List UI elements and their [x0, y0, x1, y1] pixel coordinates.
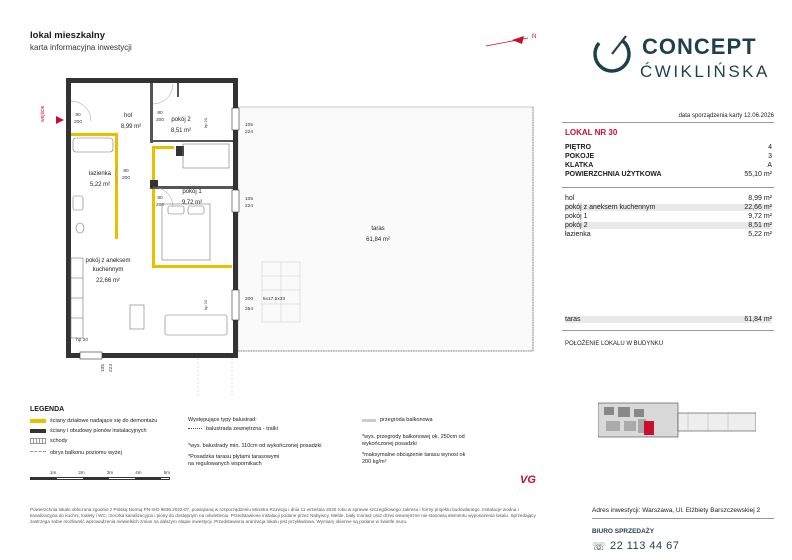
legend-item [30, 428, 147, 434]
door-dim-width: 80 [157, 111, 163, 116]
demountable-walls [71, 133, 232, 268]
phone-icon: ☏ [592, 541, 606, 553]
vg-logo: VG [520, 474, 536, 486]
room-area: 5,22 m² [748, 231, 772, 238]
terrace-area [238, 107, 533, 351]
brand-subname: ĆWIKLIŃSKA [640, 62, 770, 81]
room-row [565, 231, 772, 238]
scale-label: 5m [163, 470, 170, 475]
bathtub [73, 138, 113, 152]
room-kitchen-name1: pokój z aneksem [85, 258, 131, 264]
room-pokoj2-name: pokój 2 [171, 117, 191, 123]
balcony-outline-icon [30, 451, 46, 455]
room-pokoj1-area: 9,72 m² [181, 200, 203, 206]
card-date: data sporządzenia karty 12.06.2026 [678, 113, 774, 119]
legend-item [30, 438, 67, 444]
summary-key: PIĘTRO [565, 144, 592, 151]
highlighted-unit [644, 421, 654, 435]
brand-name: CONCEPT [642, 34, 757, 59]
summary-key: KLATKA [565, 162, 594, 169]
room-area: 22,66 m² [744, 204, 772, 211]
dining-table [130, 305, 144, 329]
internal-walls [150, 83, 233, 189]
legend-label: ściany działowe nadające się do demontażu [50, 418, 158, 424]
room-area: 9,72 m² [748, 213, 772, 220]
room-row [565, 222, 772, 229]
scale-label: 3m [106, 470, 114, 475]
unit-number: LOKAL NR 30 [565, 128, 618, 137]
document-type: lokal mieszkalny [30, 30, 105, 41]
summary-value: 55,10 m² [744, 171, 772, 178]
window-dim-width: 105 [101, 363, 106, 372]
summary-key: POWIERZCHNIA UŻYTKOWA [565, 171, 662, 178]
room-name: pokój 2 [565, 222, 588, 229]
scale-label: 2m [78, 470, 85, 475]
concept-logo-mark [590, 32, 634, 76]
balustrade-title: Występujące typy balustrad: [188, 417, 257, 423]
divider [562, 122, 774, 123]
legend-item [30, 450, 122, 456]
door-dim-height: 200 [121, 176, 131, 181]
room-kitchen-area: 22,66 m² [96, 278, 120, 284]
window-dim-width: 105 [244, 197, 254, 202]
summary-value: 3 [768, 153, 772, 160]
legend-label: ściany i obudowy pionów instalacyjnych [50, 428, 147, 434]
swatch-yellow [30, 419, 46, 423]
svg-text:N: N [532, 34, 537, 40]
room-area: 8,99 m² [748, 195, 772, 202]
scale-label: 4m [135, 470, 142, 475]
window-dim-width: 105 [244, 123, 254, 128]
divider [562, 330, 774, 331]
hp-marker: hp 20 [203, 117, 208, 128]
scale-bar [30, 470, 170, 484]
toilet [76, 223, 84, 233]
paving-note-1: *Posadzka tarasu płytami tarasowymi [188, 454, 280, 460]
summary-row [565, 171, 772, 178]
partition-note-2: wykończonej posadzki [362, 441, 417, 447]
north-arrow [486, 34, 536, 46]
summary-row [565, 144, 772, 151]
legend-title: LEGENDA [30, 406, 65, 413]
room-pokoj1-name: pokój 1 [182, 189, 202, 195]
room-row [565, 204, 772, 211]
door-dim-height: 200 [73, 120, 83, 125]
summary-row [565, 162, 772, 169]
building-location-map [598, 395, 756, 445]
legend-item [30, 418, 157, 424]
balustrade-label: balustrada zewnętrzna - tralki [206, 426, 278, 432]
room-pokoj2-area: 8,51 m² [170, 128, 192, 134]
divider [592, 518, 774, 519]
disclaimer-text: Powierzchnia lokalu obliczona zgodnie z Polską Normą PN-ISO 9836:2022-07, powiązaną w rozporządzeniu Ministra Rozwoju i dnia 11 września 2020 roku w sprawie szczegółowego zakresu i formy projektu budowlanego. Instalacje wodna i kanalizacyjna do kuchni, toalety i WC, rzeczka kanalizacyjna i piony do dostępnym na oświetleniu. Przedstawione instalacji podane przez Nabywcy. Meble, biały montaż oraz drzwi wewnętrzne nie stanowią elementu wyposażenia lokalu. Sprzedający zastrzega sobie możliwość wprowadzenia niewielkich zmian na dalszym etapie inwestycji. Przedstawiona aranżacja lokalu jest przykładowa. Wymiary okienne są podane w świetle muru. [30, 507, 536, 524]
partition-label: przegroda balkonowa [380, 417, 433, 423]
partition-item [362, 417, 433, 424]
legend-label: schody [50, 438, 68, 444]
divider [562, 187, 774, 188]
terrace-row [565, 316, 772, 323]
hp-marker: hp 20 [203, 299, 208, 310]
stairs-icon [30, 438, 46, 444]
room-name: pokój z aneksem kuchennym [565, 204, 656, 211]
paving-note-2: na regulowanych wspornikach [188, 461, 262, 467]
room-row [565, 213, 772, 220]
entrance-arrow [56, 116, 64, 124]
installation-shafts [150, 146, 184, 188]
stairs-note: 5x17,5x33 [262, 297, 286, 302]
door-dim-width: 90 [75, 113, 81, 118]
scale-label: 1m [50, 470, 57, 475]
hp-marker: hp 20 [75, 338, 89, 343]
load-note-1: *maksymalne obciążenie tarasu wynosi ok [362, 452, 466, 458]
summary-row [565, 153, 772, 160]
balcony-above-outline [198, 358, 232, 398]
sofa [165, 315, 227, 335]
room-name: hol [565, 195, 575, 202]
room-name: łazienka [565, 231, 591, 238]
room-kitchen-name2: kuchennym [92, 267, 124, 273]
washbasin [73, 196, 83, 210]
room-taras-name: taras [371, 226, 385, 232]
terrace-name: taras [565, 316, 581, 323]
door-dim-width: 80 [157, 196, 163, 201]
room-row [565, 195, 772, 202]
legend-label: obrys balkonu poziomu wyżej [50, 450, 122, 456]
bed-pokoj-2 [183, 144, 229, 168]
swatch-dark [30, 429, 46, 433]
door-dim-height: 200 [155, 203, 165, 208]
window-dim-height: 224 [244, 204, 254, 209]
room-hol-name: hol [123, 113, 133, 119]
sales-office-label: BIURO SPRZEDAŻY [592, 528, 655, 535]
location-title: POŁOŻENIE LOKALU W BUDYNKU [565, 341, 664, 347]
room-lazienka-area: 5,22 m² [89, 182, 111, 188]
room-hol-area: 8,99 m² [120, 124, 142, 130]
window-dim-height: 224 [109, 363, 114, 372]
summary-value: 4 [768, 144, 772, 151]
summary-value: A [767, 162, 772, 169]
room-lazienka-name: łazienka [88, 171, 112, 177]
room-name: pokój 1 [565, 213, 588, 220]
partition-icon [362, 419, 376, 422]
partition-note-1: *wys. przegrody balkonowej ok. 250cm od [362, 434, 465, 440]
kitchen-counter [71, 258, 83, 338]
entrance-label: wejście [40, 105, 46, 122]
load-note-2: 200 kg/m² [362, 459, 387, 465]
window-dim-width: 200 [244, 297, 254, 302]
room-area: 8,51 m² [748, 222, 772, 229]
terrace-area: 61,84 m² [744, 316, 772, 323]
door-dim-width: 80 [123, 169, 129, 174]
window-dim-height: 224 [244, 130, 254, 135]
balustrade-item [188, 426, 278, 433]
bed-pokoj-1 [162, 204, 210, 260]
balustrade-note: *wys. balustrady min. 110cm od wykończonej posadzki [188, 443, 322, 449]
room-taras-area: 61,84 m² [366, 237, 390, 243]
door-dim-height: 200 [155, 118, 165, 123]
investment-address: Adres inwestycji: Warszawa, Ul. Elżbiety Barszczewskiej 2 [592, 507, 761, 514]
window-dim-height: 254 [244, 307, 254, 312]
windows [80, 108, 239, 359]
document-subtitle: karta informacyjna inwestycji [30, 43, 132, 52]
summary-key: POKOJE [565, 153, 595, 160]
phone-number[interactable]: 22 113 44 67 [610, 540, 680, 552]
